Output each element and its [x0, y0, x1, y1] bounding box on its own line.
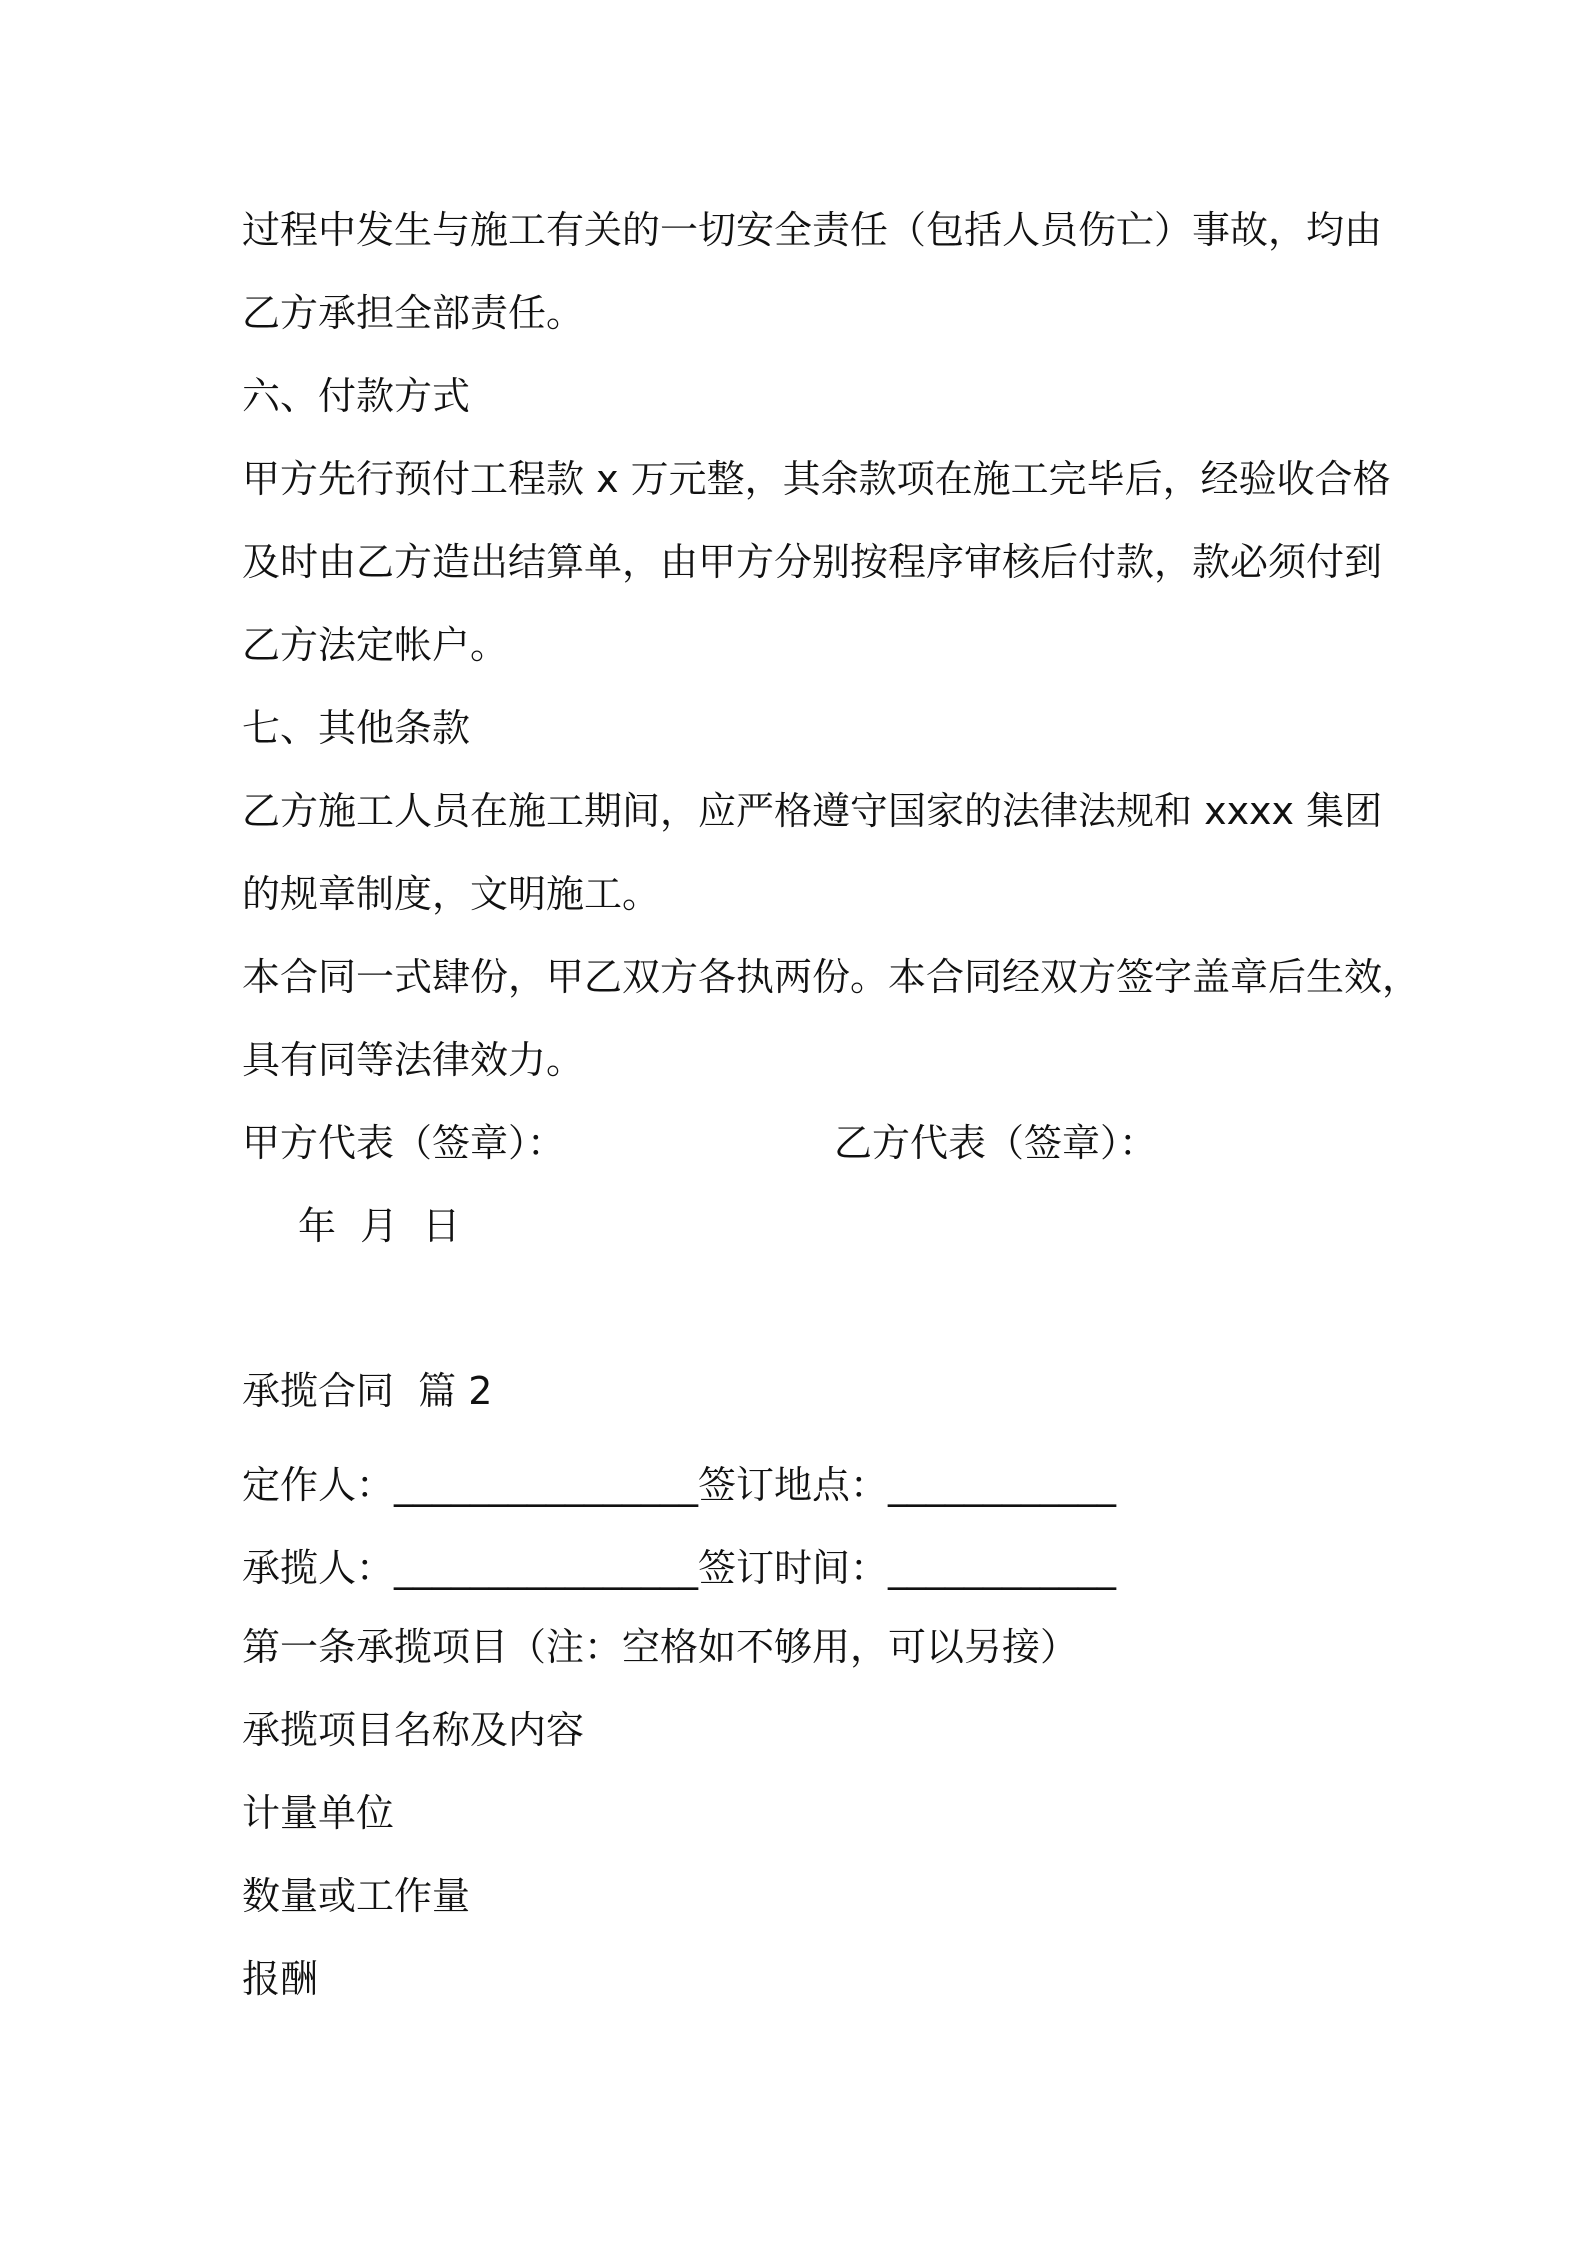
- section7-line-3: 本合同一式肆份，甲乙双方各执两份。本合同经双方签字盖章后生效，: [242, 955, 1421, 999]
- contract2-title: 承揽合同 篇 2: [242, 1369, 493, 1413]
- section5-line-1: 过程中发生与施工有关的一切安全责任（包括人员伤亡）事故，均由: [242, 208, 1383, 252]
- contract2-item-name: 承揽项目名称及内容: [242, 1708, 585, 1752]
- signature-date: 年 月 日: [298, 1204, 461, 1248]
- contract2-contractor-line: 承揽人：________________签订时间：____________: [242, 1546, 1117, 1590]
- signature-party-a: 甲方代表（签章）：: [242, 1121, 566, 1165]
- section6-line-3: 乙方法定帐户。: [242, 623, 509, 667]
- section5-line-2: 乙方承担全部责任。: [242, 291, 585, 335]
- section6-heading: 六、付款方式: [242, 374, 471, 418]
- contract2-unit: 计量单位: [242, 1791, 395, 1835]
- section7-heading: 七、其他条款: [242, 706, 471, 750]
- section7-line-2: 的规章制度，文明施工。: [242, 872, 661, 916]
- section7-line-1: 乙方施工人员在施工期间，应严格遵守国家的法律法规和 xxxx 集团: [242, 789, 1383, 833]
- section6-line-1: 甲方先行预付工程款 x 万元整，其余款项在施工完毕后，经验收合格: [242, 457, 1391, 501]
- contract2-quantity: 数量或工作量: [242, 1874, 471, 1918]
- section6-line-2: 及时由乙方造出结算单，由甲方分别按程序审核后付款，款必须付到: [242, 540, 1383, 584]
- contract2-orderer-line: 定作人：________________签订地点：____________: [242, 1463, 1117, 1507]
- section7-line-4: 具有同等法律效力。: [242, 1038, 585, 1082]
- contract2-remuneration: 报酬: [242, 1957, 319, 2001]
- signature-party-b: 乙方代表（签章）：: [834, 1121, 1158, 1165]
- contract2-article-1: 第一条承揽项目（注：空格如不够用，可以另接）: [242, 1625, 1079, 1669]
